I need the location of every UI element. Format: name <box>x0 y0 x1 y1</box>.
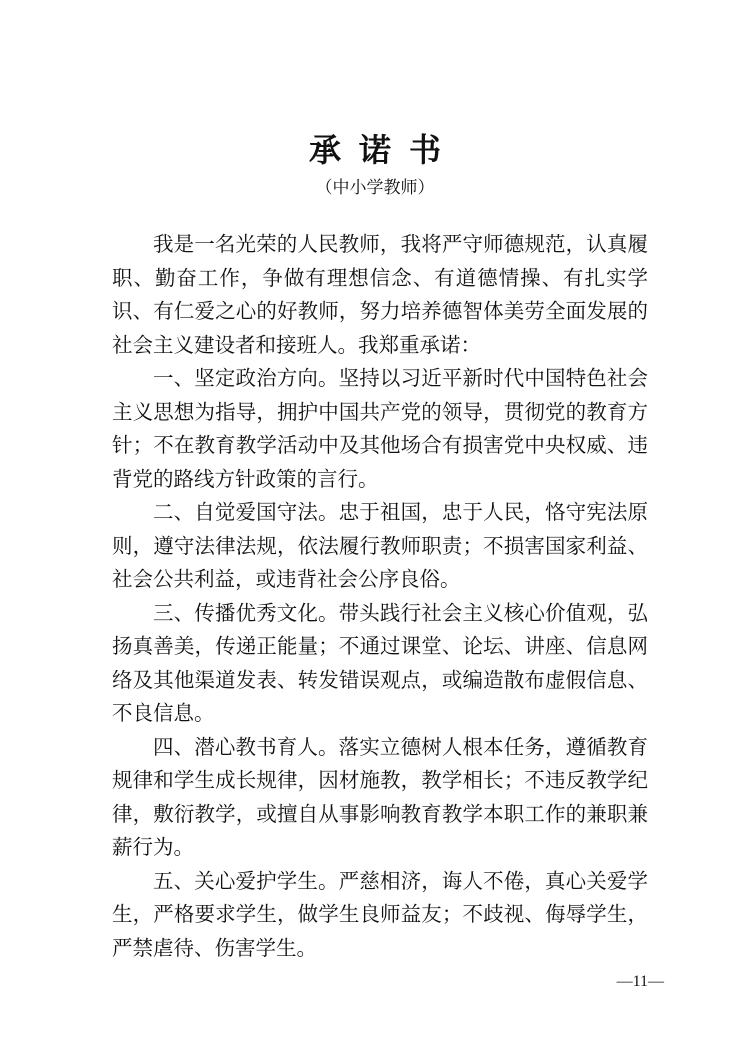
commitment-paragraph-5: 五、关心爱护学生。严慈相济，诲人不倦，真心关爱学生，严格要求学生，做学生良师益友；不歧视、侮辱学生，严禁虐待、伤害学生。 <box>112 868 648 960</box>
document-title: 承诺书 <box>308 131 459 169</box>
document-body <box>112 228 648 965</box>
commitment-paragraph-4: 四、潜心教书育人。落实立德树人根本任务，遵循教育规律和学生成长规律，因材施教，教学相长；不违反教学纪律，敷衍教学，或擅自从事影响教育教学本职工作的兼职兼薪行为。 <box>112 734 648 859</box>
document-subtitle: （中小学教师） <box>315 178 435 198</box>
commitment-paragraph-3: 三、传播优秀文化。带头践行社会主义核心价值观，弘扬真善美，传递正能量；不通过课堂、论坛、讲座、信息网络及其他渠道发表、转发错误观点，或编造散布虚假信息、不良信息。 <box>112 600 648 725</box>
intro-paragraph: 我是一名光荣的人民教师，我将严守师德规范，认真履职、勤奋工作，争做有理想信念、有道德情操、有扎实学识、有仁爱之心的好教师，努力培养德智体美劳全面发展的社会主义建设者和接班人。我郑重承诺： <box>112 232 648 357</box>
page-number: —11— <box>616 973 664 990</box>
commitment-paragraph-1: 一、坚定政治方向。坚持以习近平新时代中国特色社会主义思想为指导，拥护中国共产党的领导，贯彻党的教育方针；不在教育教学活动中及其他场合有损害党中央权威、违背党的路线方针政策的言行。 <box>112 366 648 491</box>
commitment-paragraph-2: 二、自觉爱国守法。忠于祖国，忠于人民，恪守宪法原则，遵守法律法规，依法履行教师职责；不损害国家利益、社会公共利益，或违背社会公序良俗。 <box>112 500 648 591</box>
